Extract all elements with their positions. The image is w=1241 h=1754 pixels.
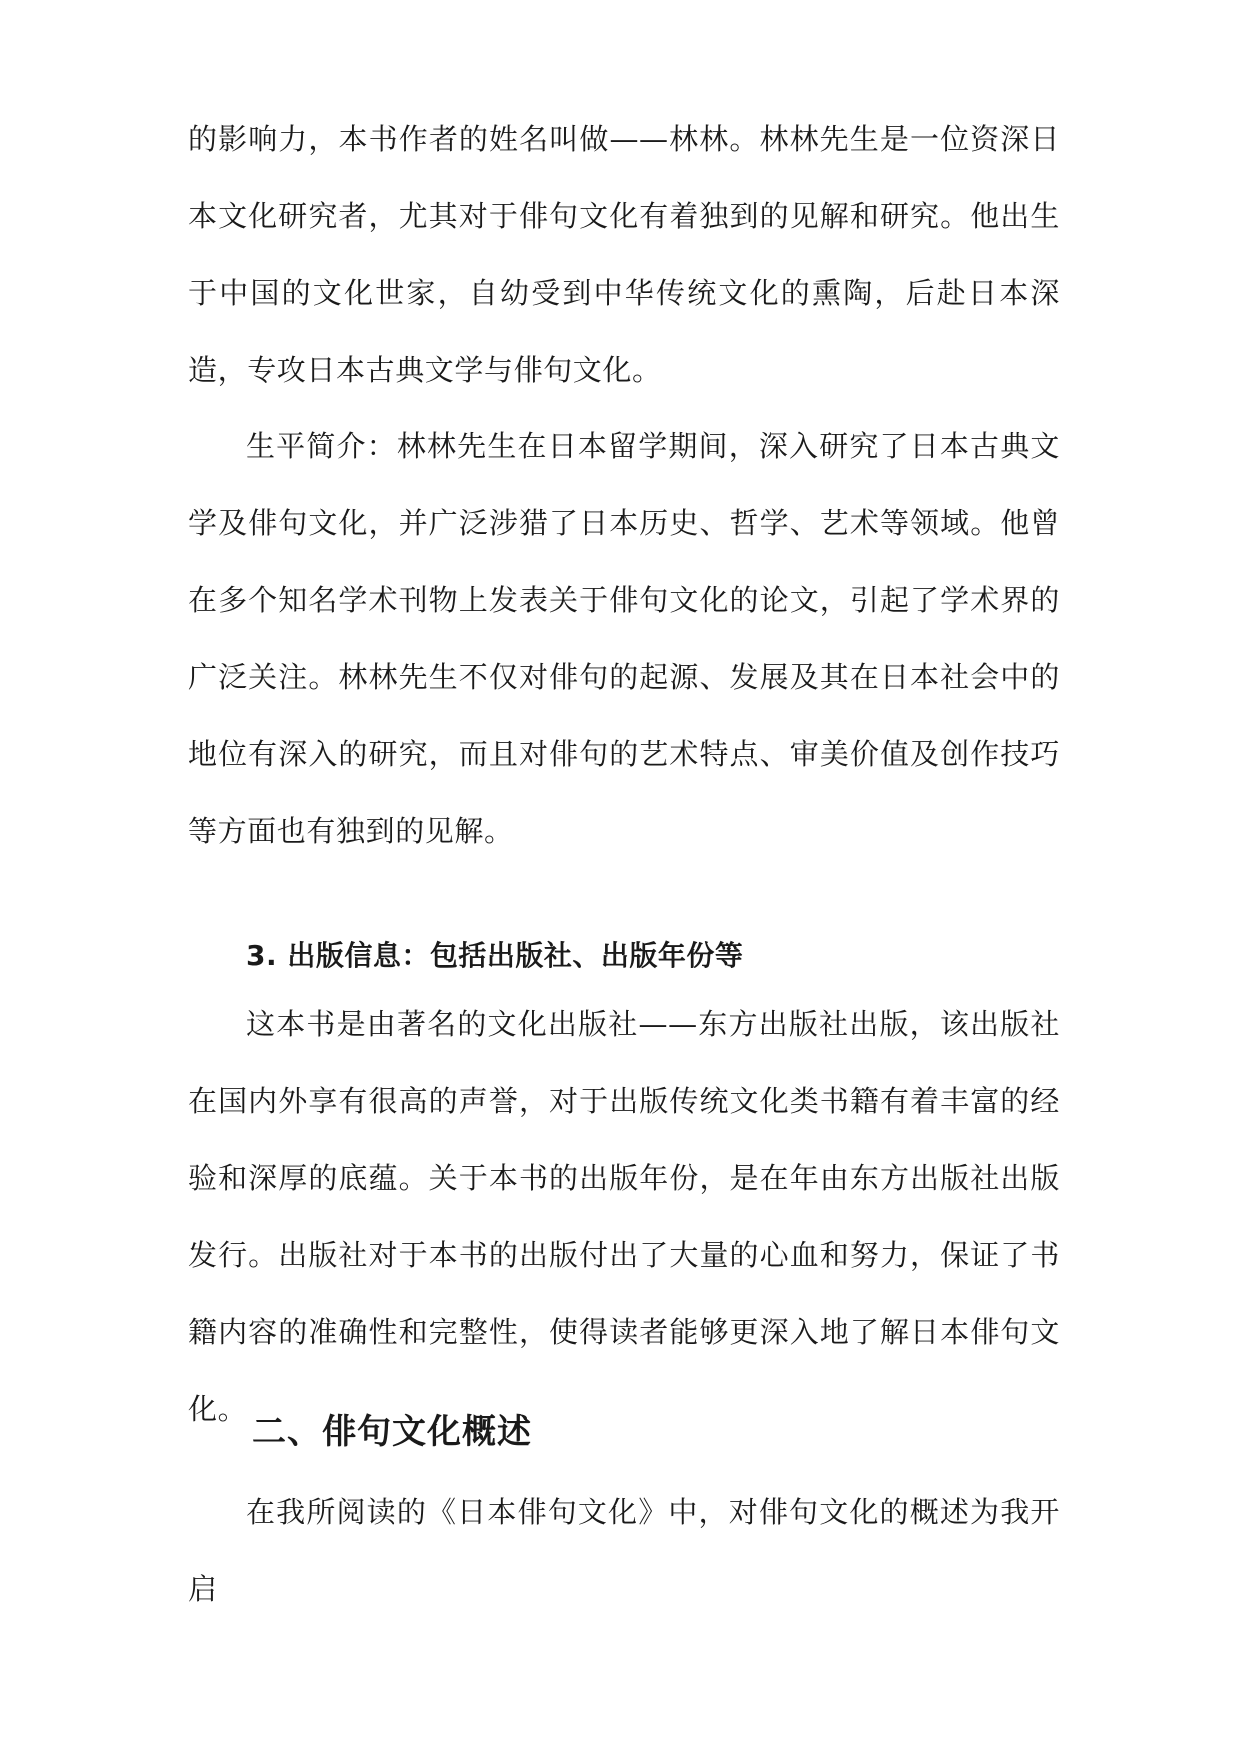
paragraph-author-bio: 生平简介：林林先生在日本留学期间，深入研究了日本古典文学及俳句文化，并广泛涉猎了日本历史、哲学、艺术等领域。他曾在多个知名学术刊物上发表关于俳句文化的论文，引起了学术界的广泛关注。林林先生不仅对俳句的起源、发展及其在日本社会中的地位有深入的研究，而且对俳句的艺术特点、审美价值及创作技巧等方面也有独到的见解。 [188,429,1060,848]
section-heading-haiku-overview: 二、俳句文化概述 [252,1412,532,1452]
subheading-publication-info: 3. 出版信息：包括出版社、出版年份等 [246,939,744,972]
paragraph-overview-intro: 在我所阅读的《日本俳句文化》中，对俳句文化的概述为我开启 [188,1495,1060,1606]
paragraph-author-intro: 的影响力，本书作者的姓名叫做——林林。林林先生是一位资深日本文化研究者，尤其对于俳句文化有着独到的见解和研究。他出生于中国的文化世家，自幼受到中华传统文化的熏陶，后赴日本深造，专攻日本古典文学与俳句文化。 [188,122,1060,387]
paragraph-publication-info: 这本书是由著名的文化出版社——东方出版社出版，该出版社在国内外享有很高的声誉，对于出版传统文化类书籍有着丰富的经验和深厚的底蕴。关于本书的出版年份，是在年由东方出版社出版发行。出版社对于本书的出版付出了大量的心血和努力，保证了书籍内容的准确性和完整性，使得读者能够更深入地了解日本俳句文化。 [188,1007,1060,1426]
